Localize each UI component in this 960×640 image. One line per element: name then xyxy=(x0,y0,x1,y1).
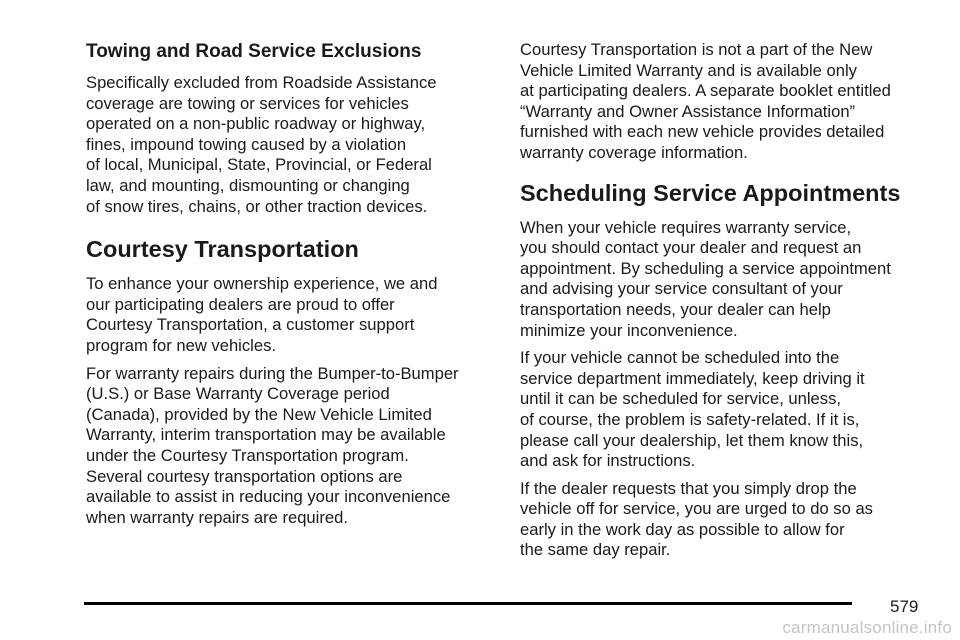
text-line: If the dealer requests that you simply drop the xyxy=(520,478,857,498)
text-line: transportation needs, your dealer can help xyxy=(520,299,831,319)
text-line: To enhance your ownership experience, we and xyxy=(86,274,438,294)
scheduling-contact-paragraph xyxy=(520,218,932,342)
watermark: carmanualsonline.info xyxy=(782,618,952,637)
text-line: you should contact your dealer and request an xyxy=(520,238,862,258)
text-line: until it can be scheduled for service, unless, xyxy=(520,389,841,409)
text-line: and advising your service consultant of your xyxy=(520,279,843,299)
towing-exclusions-heading: Towing and Road Service Exclusions xyxy=(86,41,422,62)
scheduling-appointments-heading: Scheduling Service Appointments xyxy=(520,179,901,206)
text-line: For warranty repairs during the Bumper-to-Bumper xyxy=(86,363,459,383)
scheduling-cannot-schedule-paragraph xyxy=(520,348,932,472)
text-line: If your vehicle cannot be scheduled into the xyxy=(520,348,840,368)
page-number: 579 xyxy=(890,597,919,616)
text-line: Several courtesy transportation options are xyxy=(86,466,403,486)
right-column xyxy=(520,40,932,568)
text-line: under the Courtesy Transportation program. xyxy=(86,445,409,465)
text-line: Vehicle Limited Warranty and is available only xyxy=(520,60,857,80)
text-line: and ask for instructions. xyxy=(520,451,696,471)
text-line: at participating dealers. A separate booklet entitled xyxy=(520,81,891,101)
footer-divider xyxy=(84,602,852,605)
text-line: furnished with each new vehicle provides detailed xyxy=(520,122,885,142)
text-line: early in the work day as possible to allow for xyxy=(520,519,845,539)
text-line: Warranty, interim transportation may be available xyxy=(86,425,446,445)
text-line: fines, impound towing caused by a violation xyxy=(86,134,407,154)
scheduling-drop-off-paragraph xyxy=(520,479,932,561)
text-line: Courtesy Transportation is not a part of the New xyxy=(520,40,873,59)
text-line: appointment. By scheduling a service appointment xyxy=(520,258,891,278)
text-line: of course, the problem is safety-related. If it is, xyxy=(520,409,860,429)
text-line: minimize your inconvenience. xyxy=(520,320,738,340)
text-line: please call your dealership, let them know this, xyxy=(520,430,864,450)
text-line: operated on a non-public roadway or highway, xyxy=(86,114,426,134)
text-line: of snow tires, chains, or other traction devices. xyxy=(86,196,428,216)
text-line: When your vehicle requires warranty service, xyxy=(520,217,852,237)
text-line: program for new vehicles. xyxy=(86,335,276,355)
text-line: (U.S.) or Base Warranty Coverage period xyxy=(86,384,390,404)
text-line: coverage are towing or services for vehicles xyxy=(86,93,409,113)
courtesy-warranty-paragraph xyxy=(86,364,496,529)
courtesy-intro-paragraph xyxy=(86,274,496,356)
text-line: service department immediately, keep driving it xyxy=(520,368,865,388)
text-line: our participating dealers are proud to offer xyxy=(86,294,395,314)
text-line: “Warranty and Owner Assistance Information” xyxy=(520,101,856,121)
text-line: the same day repair. xyxy=(520,540,671,560)
text-line: when warranty repairs are required. xyxy=(86,507,348,527)
text-line: Courtesy Transportation, a customer support xyxy=(86,315,415,335)
text-line: available to assist in reducing your inconvenience xyxy=(86,487,451,507)
text-line: Specifically excluded from Roadside Assistance xyxy=(86,73,437,92)
towing-exclusions-paragraph xyxy=(86,73,496,217)
text-line: of local, Municipal, State, Provincial, or Federal xyxy=(86,155,432,175)
courtesy-transportation-heading: Courtesy Transportation xyxy=(86,236,359,263)
text-line: (Canada), provided by the New Vehicle Limited xyxy=(86,404,432,424)
text-line: vehicle off for service, you are urged to do so as xyxy=(520,499,873,519)
text-line: warranty coverage information. xyxy=(520,142,748,162)
left-column xyxy=(86,40,496,535)
courtesy-availability-paragraph xyxy=(520,40,932,164)
text-line: law, and mounting, dismounting or changing xyxy=(86,175,410,195)
